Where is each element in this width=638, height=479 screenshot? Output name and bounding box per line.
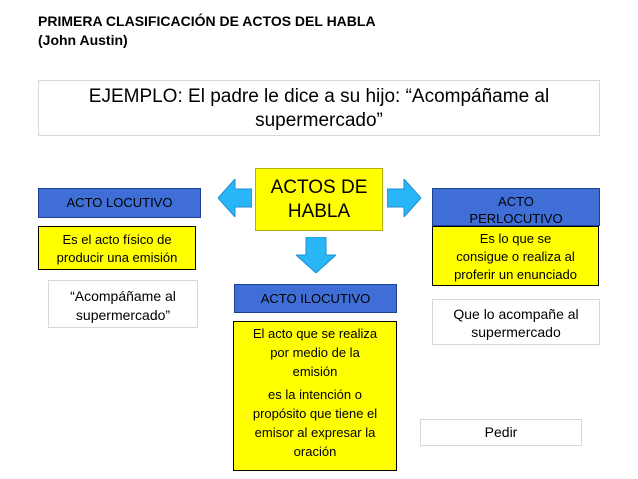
ilocutivo-example-label: Pedir bbox=[484, 424, 518, 440]
ilocutivo-line-3: emisión bbox=[292, 364, 338, 379]
perlocutivo-definition-line-1: Es lo que se bbox=[479, 231, 552, 246]
locutivo-example-line-2: supermercado” bbox=[75, 307, 171, 323]
ilocutivo-example bbox=[420, 419, 582, 446]
example-box bbox=[38, 80, 600, 136]
example-line-2: supermercado” bbox=[255, 110, 383, 131]
ilocutivo-line-7: oración bbox=[293, 444, 337, 459]
locutivo-definition-line-1: Es el acto físico de bbox=[62, 232, 172, 247]
left-arrow-icon bbox=[218, 179, 252, 217]
perlocutivo-header bbox=[432, 188, 600, 226]
ilocutivo-line-1: El acto que se realiza bbox=[252, 326, 378, 341]
ilocutivo-header-label: ACTO ILOCUTIVO bbox=[260, 291, 371, 306]
title-line-2: (John Austin) bbox=[38, 32, 128, 48]
example-line-1: EJEMPLO: El padre le dice a su hijo: “Acompáñame al bbox=[88, 86, 550, 107]
down-arrow-icon bbox=[296, 237, 336, 273]
locutivo-example-line-1: “Acompáñame al bbox=[70, 288, 176, 304]
ilocutivo-line-4: es la intención o bbox=[268, 387, 362, 402]
perlocutivo-definition bbox=[432, 226, 599, 286]
perlocutivo-example-line-1: Que lo acompañe al bbox=[453, 306, 579, 322]
perlocutivo-example-line-2: supermercado bbox=[471, 324, 561, 340]
page-title bbox=[38, 12, 376, 50]
locutivo-definition-line-2: producir una emisión bbox=[56, 250, 178, 265]
perlocutivo-header-line-1: ACTO bbox=[498, 194, 534, 209]
perlocutivo-header-line-2: PERLOCUTIVO bbox=[469, 211, 563, 226]
ilocutivo-header bbox=[234, 284, 397, 313]
center-line-2: HABLA bbox=[287, 201, 351, 222]
perlocutivo-example bbox=[432, 299, 600, 345]
locutivo-definition bbox=[38, 226, 196, 270]
actos-de-habla-box bbox=[255, 168, 383, 231]
perlocutivo-definition-line-2: consigue o realiza al bbox=[456, 249, 575, 264]
locutivo-header bbox=[38, 188, 201, 218]
perlocutivo-definition-line-3: proferir un enunciado bbox=[454, 267, 577, 282]
ilocutivo-definition bbox=[233, 321, 397, 471]
ilocutivo-line-6: emisor al expresar la bbox=[254, 425, 376, 440]
locutivo-header-label: ACTO LOCUTIVO bbox=[66, 195, 173, 210]
ilocutivo-line-2: por medio de la bbox=[270, 345, 360, 360]
locutivo-example bbox=[48, 280, 198, 328]
title-line-1: PRIMERA CLASIFICACIÓN DE ACTOS DEL HABLA bbox=[38, 13, 376, 29]
ilocutivo-line-5: propósito que tiene el bbox=[252, 406, 378, 421]
center-line-1: ACTOS DE bbox=[270, 177, 368, 198]
right-arrow-icon bbox=[387, 179, 421, 217]
